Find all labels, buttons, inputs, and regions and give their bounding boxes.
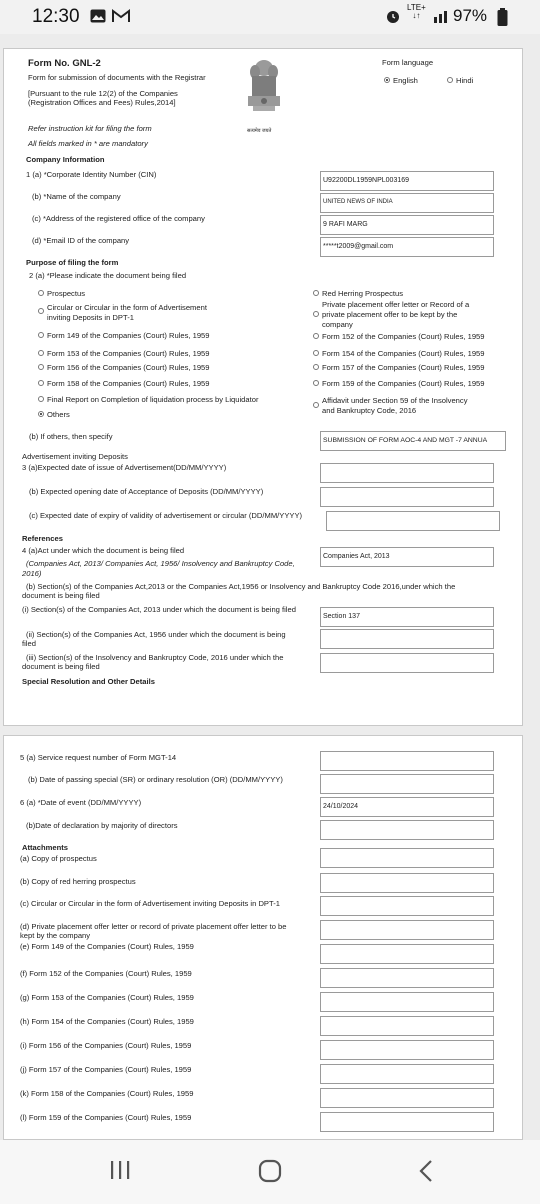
attachment-g-label: (g) Form 153 of the Companies (Court) Rules, 1959 [20, 993, 194, 1002]
attachment-c-field[interactable] [320, 896, 494, 916]
red-herring-label: Red Herring Prospectus [322, 289, 404, 298]
adv-issue-label: 3 (a)Expected date of issue of Advertisement(DD/MM/YYYY) [22, 463, 227, 472]
prospectus-label: Prospectus [47, 289, 85, 298]
affidavit-radio[interactable] [313, 402, 319, 408]
company-name-label: (b) *Name of the company [32, 192, 121, 201]
attachment-i-label: (i) Form 156 of the Companies (Court) Rules, 1959 [20, 1041, 192, 1050]
private-placement-label-3: company [322, 320, 353, 329]
sections-label-2: document is being filed [22, 591, 100, 600]
advertisement-heading: Advertisement inviting Deposits [22, 452, 128, 461]
form-subtitle: Form for submission of documents with the Registrar [28, 73, 206, 82]
english-radio[interactable] [384, 77, 390, 83]
attachment-k-field[interactable] [320, 1088, 494, 1108]
lte-icon: LTE+ ↓↑ [407, 3, 426, 20]
section-1956-field[interactable] [320, 629, 494, 649]
form152-radio[interactable] [313, 333, 319, 339]
purpose-heading: Purpose of filing the form [26, 258, 119, 267]
adv-opening-label: (b) Expected opening date of Acceptance of Deposits (DD/MM/YYYY) [29, 487, 264, 496]
cin-field[interactable]: U92200DL1959NPL003169 [320, 171, 494, 191]
attachment-k-label: (k) Form 158 of the Companies (Court) Rules, 1959 [20, 1089, 194, 1098]
form154-radio[interactable] [313, 350, 319, 356]
emblem-caption: सत्यमेव जयते [247, 128, 272, 134]
gmail-icon [112, 9, 130, 23]
final-report-label: Final Report on Completion of liquidation process by Liquidator [47, 395, 259, 404]
battery-percent: 97% [453, 6, 488, 25]
signal-icon [432, 9, 452, 23]
others-label: Others [47, 410, 70, 419]
adv-expiry-date-field[interactable] [326, 511, 500, 531]
status-bar [0, 0, 540, 34]
form149-radio[interactable] [38, 332, 44, 338]
attachment-h-field[interactable] [320, 1016, 494, 1036]
section-ibc-label-1: (iii) Section(s) of the Insolvency and Bankruptcy Code, 2016 under which the [26, 653, 284, 662]
attachment-i-field[interactable] [320, 1040, 494, 1060]
form159-label: Form 159 of the Companies (Court) Rules, 1959 [322, 379, 485, 388]
instruction-link[interactable]: Refer instruction kit for filing the form [28, 124, 152, 133]
attachment-g-field[interactable] [320, 992, 494, 1012]
resolution-date-label: (b) Date of passing special (SR) or ordinary resolution (OR) (DD/MM/YYYY) [28, 775, 283, 784]
others-radio[interactable] [38, 411, 44, 417]
event-date-field[interactable]: 24/10/2024 [320, 797, 494, 817]
photo-icon [90, 9, 106, 23]
recents-icon[interactable] [109, 1160, 131, 1180]
attachment-f-label: (f) Form 152 of the Companies (Court) Rules, 1959 [20, 969, 192, 978]
attachment-d-field[interactable] [320, 920, 494, 940]
final-report-radio[interactable] [38, 396, 44, 402]
adv-issue-date-field[interactable] [320, 463, 494, 483]
form-page-2 [3, 735, 523, 1140]
affidavit-label-1: Affidavit under Section 59 of the Insolvency [322, 396, 468, 405]
act-hint-2: 2016) [22, 569, 42, 578]
form158-radio[interactable] [38, 380, 44, 386]
others-specify-label: (b) If others, then specify [29, 432, 113, 441]
form149-label: Form 149 of the Companies (Court) Rules, 1959 [47, 331, 210, 340]
circular-label-1: Circular or Circular in the form of Advertisement [47, 303, 207, 312]
private-placement-radio[interactable] [313, 311, 319, 317]
circular-radio[interactable] [38, 308, 44, 314]
home-icon[interactable] [258, 1159, 282, 1183]
act-hint-1: (Companies Act, 2013/ Companies Act, 1956/ Insolvency and Bankruptcy Code, [26, 559, 295, 568]
form159-radio[interactable] [313, 380, 319, 386]
rule-line-1: [Pursuant to the rule 12(2) of the Companies [28, 89, 178, 98]
hindi-radio[interactable] [447, 77, 453, 83]
cin-label: 1 (a) *Corporate Identity Number (CIN) [26, 170, 157, 179]
section-1956-label-1: (ii) Section(s) of the Companies Act, 1956 under which the document is being [26, 630, 286, 639]
form157-radio[interactable] [313, 364, 319, 370]
battery-icon [497, 8, 508, 26]
address-field[interactable]: 9 RAFI MARG [320, 215, 494, 235]
email-field[interactable]: *****t2009@gmail.com [320, 237, 494, 257]
email-label: (d) *Email ID of the company [32, 236, 130, 245]
resolution-date-field[interactable] [320, 774, 494, 794]
special-resolution-heading: Special Resolution and Other Details [22, 677, 155, 686]
attachment-b-label: (b) Copy of red herring prospectus [20, 877, 136, 886]
attachment-j-label: (j) Form 157 of the Companies (Court) Rules, 1959 [20, 1065, 192, 1074]
clock: 12:30 [32, 6, 80, 27]
event-date-label: 6 (a) *Date of event (DD/MM/YYYY) [20, 798, 142, 807]
form152-label: Form 152 of the Companies (Court) Rules, 1959 [322, 332, 485, 341]
declaration-date-field[interactable] [320, 820, 494, 840]
private-placement-label-2: private placement offer to be kept by the [322, 310, 458, 319]
attachment-f-field[interactable] [320, 968, 494, 988]
srn-field[interactable] [320, 751, 494, 771]
form153-radio[interactable] [38, 350, 44, 356]
section-1956-label-2: filed [22, 639, 36, 648]
attachment-a-field[interactable] [320, 848, 494, 868]
section-2013-label: (i) Section(s) of the Companies Act, 2013 under which the document is being filed [22, 605, 296, 614]
attachment-b-field[interactable] [320, 873, 494, 893]
company-name-field[interactable]: UNITED NEWS OF INDIA [320, 193, 494, 213]
navigation-bar [0, 1140, 540, 1204]
section-2013-field[interactable]: Section 137 [320, 607, 494, 627]
prospectus-radio[interactable] [38, 290, 44, 296]
section-ibc-field[interactable] [320, 653, 494, 673]
attachment-a-label: (a) Copy of prospectus [20, 854, 97, 863]
form157-label: Form 157 of the Companies (Court) Rules, 1959 [322, 363, 485, 372]
attachment-l-label: (l) Form 159 of the Companies (Court) Rules, 1959 [20, 1113, 192, 1122]
attachment-d-label-1: (d) Private placement offer letter or record of private placement offer letter to be [20, 922, 287, 931]
section-ibc-label-2: document is being filed [22, 662, 100, 671]
company-info-heading: Company Information [26, 155, 105, 164]
private-placement-label-1: Private placement offer letter or Record of a [322, 300, 470, 309]
sections-label-1: (b) Section(s) of the Companies Act,2013 or the Companies Act,1956 or Insolvency and Bankruptcy Code 2016,under which the [26, 582, 456, 591]
attachments-heading: Attachments [22, 843, 68, 852]
act-label: 4 (a)Act under which the document is being filed [22, 546, 185, 555]
red-herring-radio[interactable] [313, 290, 319, 296]
adv-expiry-label: (c) Expected date of expiry of validity of advertisement or circular (DD/MM/YYYY) [29, 511, 303, 520]
circular-label-2: inviting Deposits in DPT-1 [47, 313, 134, 322]
attachment-h-label: (h) Form 154 of the Companies (Court) Rules, 1959 [20, 1017, 194, 1026]
attachment-l-field[interactable] [320, 1112, 494, 1132]
srn-label: 5 (a) Service request number of Form MGT-14 [20, 753, 177, 762]
english-label: English [393, 76, 418, 85]
attachment-c-label: (c) Circular or Circular in the form of Advertisement inviting Deposits in DPT-1 [20, 899, 280, 908]
act-field[interactable]: Companies Act, 2013 [320, 547, 494, 567]
form-number: Form No. GNL-2 [28, 58, 101, 69]
form-page-1 [3, 48, 523, 726]
state-emblem-icon [244, 54, 284, 122]
form158-label: Form 158 of the Companies (Court) Rules, 1959 [47, 379, 210, 388]
document-filed-label: 2 (a) *Please indicate the document being filed [29, 271, 187, 280]
form153-label: Form 153 of the Companies (Court) Rules, 1959 [47, 349, 210, 358]
form154-label: Form 154 of the Companies (Court) Rules, 1959 [322, 349, 485, 358]
adv-opening-date-field[interactable] [320, 487, 494, 507]
attachment-d-label-2: kept by the company [20, 931, 91, 940]
form156-label: Form 156 of the Companies (Court) Rules, 1959 [47, 363, 210, 372]
form-language-label: Form language [382, 58, 434, 67]
address-label: (c) *Address of the registered office of the company [32, 214, 205, 223]
mandatory-note: All fields marked in * are mandatory [28, 139, 148, 148]
back-icon[interactable] [418, 1159, 434, 1183]
attachment-e-field[interactable] [320, 944, 494, 964]
hindi-label: Hindi [456, 76, 474, 85]
references-heading: References [22, 534, 63, 543]
attachment-e-label: (e) Form 149 of the Companies (Court) Rules, 1959 [20, 942, 194, 951]
attachment-j-field[interactable] [320, 1064, 494, 1084]
affidavit-label-2: and Bankruptcy Code, 2016 [322, 406, 417, 415]
others-specify-field[interactable]: SUBMISSION OF FORM AOC-4 AND MGT -7 ANNUA [320, 431, 506, 451]
alarm-icon [385, 8, 401, 24]
declaration-date-label: (b)Date of declaration by majority of directors [26, 821, 178, 830]
form156-radio[interactable] [38, 364, 44, 370]
rule-line-2: (Registration Offices and Fees) Rules,2014] [28, 98, 176, 107]
